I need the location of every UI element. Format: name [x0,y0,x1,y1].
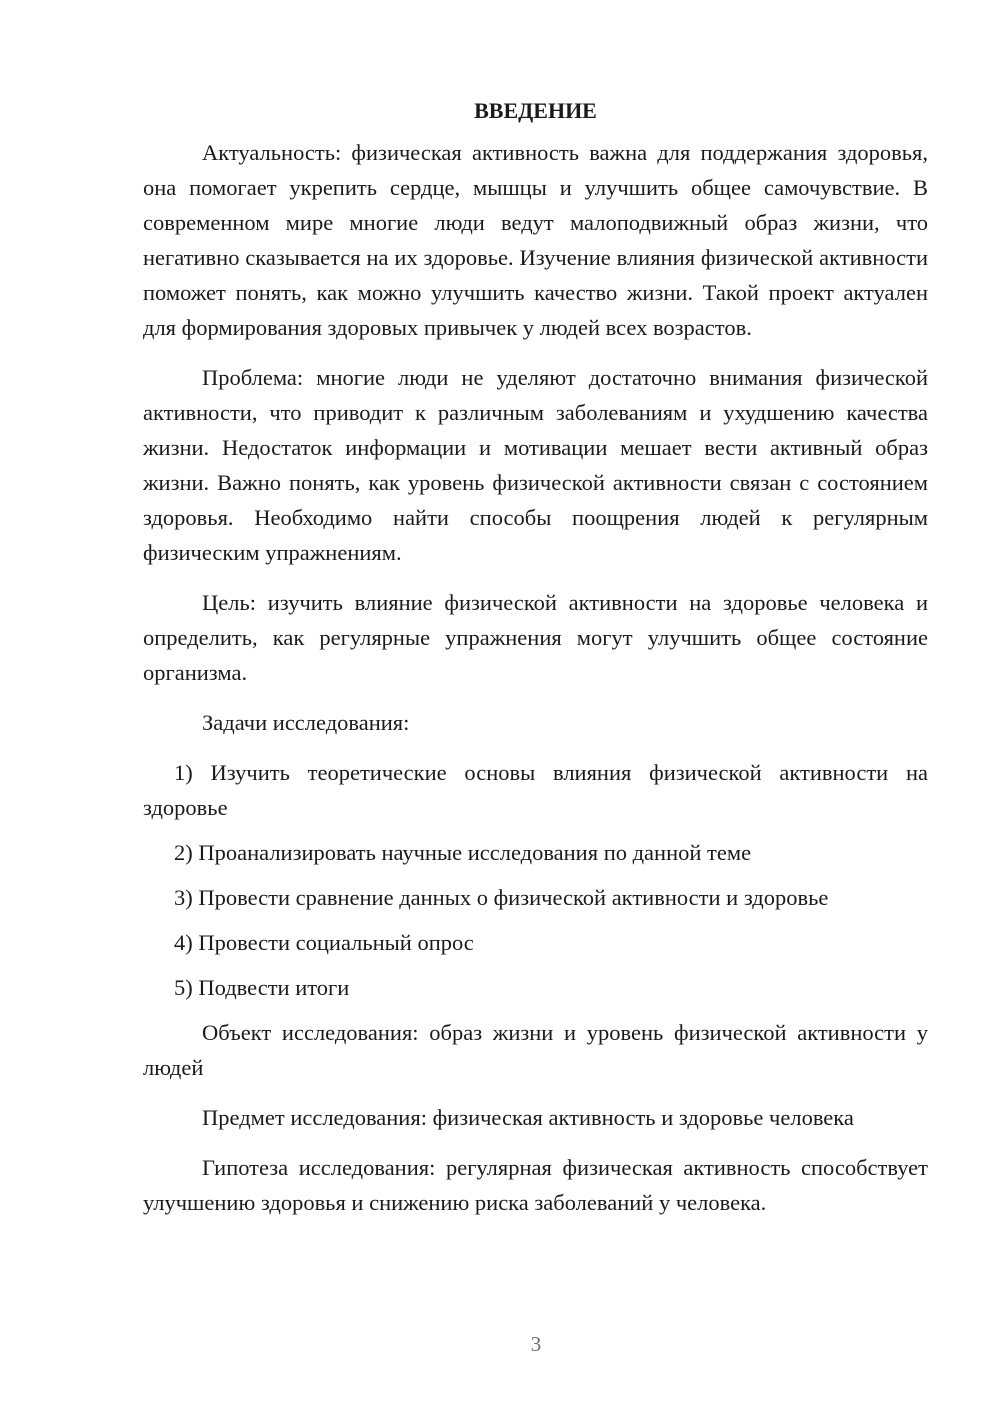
task-item: 2) Проанализировать научные исследования по данной теме [174,840,752,865]
subject-paragraph: Предмет исследования: физическая активность и здоровье человека [202,1105,854,1130]
task-item: 3) Провести сравнение данных о физической активности и здоровье [174,885,829,910]
goal-paragraph: Цель: изучить влияние физической активности на здоровье человека и определить, как регулярные упражнения могут улучшить общее состояние организма. [143,590,928,685]
page-content [143,93,928,1235]
task-item: 5) Подвести итоги [174,975,350,1000]
relevance-paragraph: Актуальность: физическая активность важна для поддержания здоровья, она помогает укрепить сердце, мышцы и улучшить общее самочувствие. В современном мире многие люди ведут малоподвижный образ жизни, что негативно сказывается на их здоровье. Изучение влияния физической активности поможет понять, как можно улучшить качество жизни. Такой проект актуален для формирования здоровых привычек у людей всех возрастов. [143,140,928,340]
task-item: 4) Провести социальный опрос [174,930,474,955]
tasks-heading: Задачи исследования: [202,710,410,735]
task-item: 1) Изучить теоретические основы влияния физической активности на здоровье [143,760,928,820]
hypothesis-paragraph: Гипотеза исследования: регулярная физическая активность способствует улучшению здоровья и снижению риска заболеваний у человека. [143,1155,928,1215]
page-title: ВВЕДЕНИЕ [474,98,597,123]
object-paragraph: Объект исследования: образ жизни и уровень физической активности у людей [143,1020,928,1080]
problem-paragraph: Проблема: многие люди не уделяют достаточно внимания физической активности, что приводит к различным заболеваниям и ухудшению качества жизни. Недостаток информации и мотивации мешает вести активный образ жизни. Важно понять, как уровень физической активности связан с состоянием здоровья. Необходимо найти способы поощрения людей к регулярным физическим упражнениям. [143,365,928,565]
page-number: 3 [530,1332,542,1356]
